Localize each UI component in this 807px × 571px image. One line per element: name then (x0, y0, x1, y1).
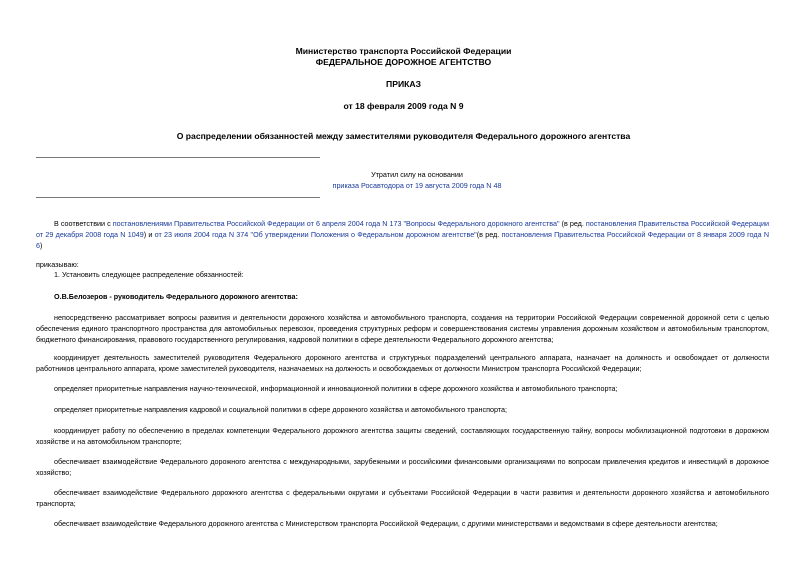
document-type: ПРИКАЗ (386, 79, 421, 89)
divider-bottom (36, 197, 320, 198)
validity-note-link[interactable]: приказа Росавтодора от 19 августа 2009 года N 48 (332, 181, 502, 190)
preamble-paragraph (36, 218, 769, 251)
preamble-text-3: ) и (143, 230, 155, 239)
duty-item: обеспечивает взаимодействие Федерального дорожного агентства с федеральными округами и субъектами Российской Федерации в части развития и деятельности дорожного хозяйства и автомобильного транспорта; (36, 488, 769, 508)
preamble-link-3[interactable]: от 23 июля 2004 года N 374 "Об утверждении Положения о Федеральном дорожном агентстве" (154, 230, 477, 239)
validity-note-text: Утратил силу на основании (371, 170, 463, 179)
preamble-link-4[interactable]: постановления Правительства Российской Федерации от 8 января 2009 года N 6 (36, 230, 770, 250)
divider-top (36, 157, 320, 158)
person-heading: О.В.Белозеров - руководитель Федерального дорожного агентства: (54, 292, 298, 301)
duty-item: непосредственно рассматривает вопросы развития и деятельности дорожного хозяйства и автомобильного транспорта, создания на территории Российской Федерации современной дорожной сети с целью обеспечения единого транспортного пространства для автомобильных перевозок, проведения структурных реформ и совершенствования системы управления дорожным хозяйством и автомобильным транспортом, бюджетного финансирования, правового государственного регулирования, кадровой политики в сфере деятельности Федерального дорожного агентства; (36, 313, 769, 344)
preamble-link-2[interactable]: постановления Правительства Российской Федерации от 29 декабря 2008 года N 1049 (36, 219, 770, 239)
duty-item: определяет приоритетные направления кадровой и социальной политики в сфере дорожного хозяйства и автомобильного транспорта; (54, 405, 508, 414)
agency-name: ФЕДЕРАЛЬНОЕ ДОРОЖНОЕ АГЕНТСТВО (315, 57, 492, 67)
preamble-text-4: (в ред. (476, 230, 502, 239)
preamble-link-1[interactable]: постановлениями Правительства Российской Федерации от 6 апреля 2004 года N 173 "Вопросы Федерального дорожного агентства" (112, 219, 560, 228)
duty-item: обеспечивает взаимодействие Федерального дорожного агентства с международными, зарубежными и российскими финансовыми организациями по вопросам привлечения кредитов и инвестиций в дорожное хозяйство; (36, 457, 769, 477)
duty-item: определяет приоритетные направления научно-технической, информационной и инновационной политики в сфере дорожного хозяйства и автомобильного транспорта; (54, 384, 618, 393)
preamble-text-1: В соответствии с (54, 219, 113, 228)
duty-item: координирует деятельность заместителей руководителя Федерального дорожного агентства и структурных подразделений центрального аппарата, назначает на должность и освобождает от должности работников центрального аппарата, кроме заместителей руководителя, назначаемых на должность и освобождаемых от должности Министром транспорта Российской Федерации; (36, 353, 769, 373)
preamble-text-2: (в ред. (559, 219, 586, 228)
validity-note (322, 169, 512, 191)
preamble-text-5: ) (40, 241, 43, 250)
document-date-number: от 18 февраля 2009 года N 9 (343, 101, 464, 111)
order-item-1: 1. Установить следующее распределение обязанностей: (54, 270, 244, 279)
ministry-name: Министерство транспорта Российской Федерации (295, 46, 512, 56)
duty-item: координирует работу по обеспечению в пределах компетенции Федерального дорожного агентства защиты сведений, составляющих государственную тайну, вопросы мобилизационной подготовки в дорожном хозяйстве и на автомобильном транспорте; (36, 426, 769, 446)
document-title: О распределении обязанностей между заместителями руководителя Федерального дорожного агентства (176, 131, 631, 141)
order-word: приказываю: (36, 260, 79, 269)
duty-item: обеспечивает взаимодействие Федерального дорожного агентства с Министерством транспорта Российской Федерации, с другими министерствами и ведомствами в сфере деятельности агентства; (54, 519, 718, 528)
